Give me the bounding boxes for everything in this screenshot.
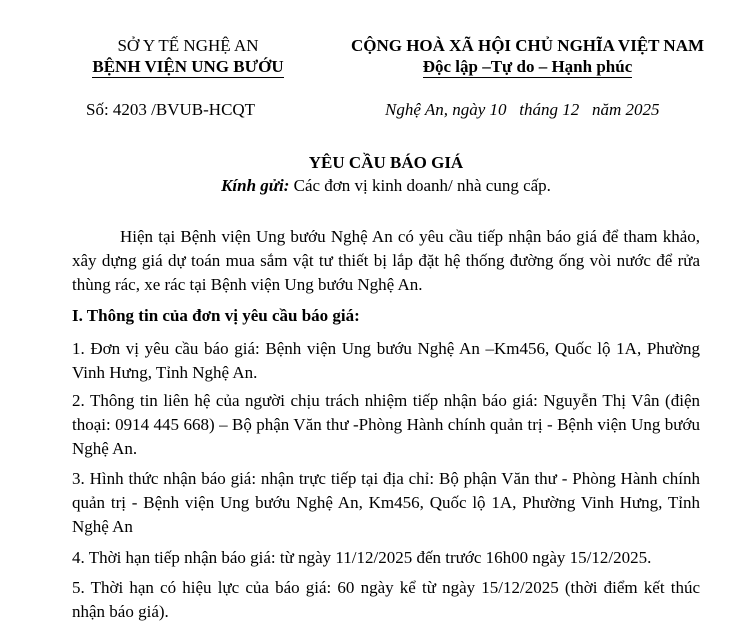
intro-paragraph: Hiện tại Bệnh viện Ung bướu Nghệ An có yêu cầu tiếp nhận báo giá để tham khảo, xây dựng giá dự toán mua sắm vật tư thiết bị lắp đặt hệ thống đường ống vòi nước để rửa thùng rác, xe rác tại Bệnh viện Ung bướu Nghệ An. (72, 227, 700, 294)
recipient-line (72, 176, 700, 196)
item-1: 1. Đơn vị yêu cầu báo giá: Bệnh viện Ung bướu Nghệ An –Km456, Quốc lộ 1A, Phường Vinh Hưng, Tỉnh Nghệ An. (72, 339, 700, 382)
item-5: 5. Thời hạn có hiệu lực của báo giá: 60 ngày kể từ ngày 15/12/2025 (thời điểm kết thúc nhận báo giá). (72, 578, 700, 621)
hospital-name (72, 56, 304, 77)
place-date: Nghệ An, ngày 10 tháng 12 năm 2025 (385, 100, 660, 119)
section-1-title: I. Thông tin của đơn vị yêu cầu báo giá: (72, 306, 360, 325)
country-name: CỘNG HOÀ XÃ HỘI CHỦ NGHĨA VIỆT NAM (350, 36, 705, 55)
hospital-name-text: BỆNH VIỆN UNG BƯỚU (92, 57, 284, 76)
ministry-name: SỞ Y TẾ NGHỆ AN (117, 36, 259, 55)
recipient-label: Kính gửi: (221, 176, 290, 195)
item-2: 2. Thông tin liên hệ của người chịu trách nhiệm tiếp nhận báo giá: Nguyễn Thị Vân (điện thoại: 0914 445 668) – Bộ phận Văn thư -Phòng Hành chính quản trị - Bệnh viện Ung bướu Nghệ An. (72, 391, 700, 458)
motto-text: Độc lập –Tự do – Hạnh phúc (422, 57, 633, 76)
doc-number: Số: 4203 /BVUB-HCQT (86, 100, 256, 119)
item-3: 3. Hình thức nhận báo giá: nhận trực tiếp tại địa chỉ: Bộ phận Văn thư - Phòng Hành chính quản trị - Bệnh viện Ung bướu Nghệ An, Km456, Quốc lộ 1A, Phường Vinh Hưng, Tỉnh Nghệ An (72, 469, 700, 536)
document-title: YÊU CẦU BÁO GIÁ (308, 153, 464, 172)
recipient-text: Các đơn vị kinh doanh/ nhà cung cấp. (289, 176, 551, 195)
item-4: 4. Thời hạn tiếp nhận báo giá: từ ngày 11/12/2025 đến trước 16h00 ngày 15/12/2025. (72, 548, 652, 567)
motto (325, 56, 730, 77)
